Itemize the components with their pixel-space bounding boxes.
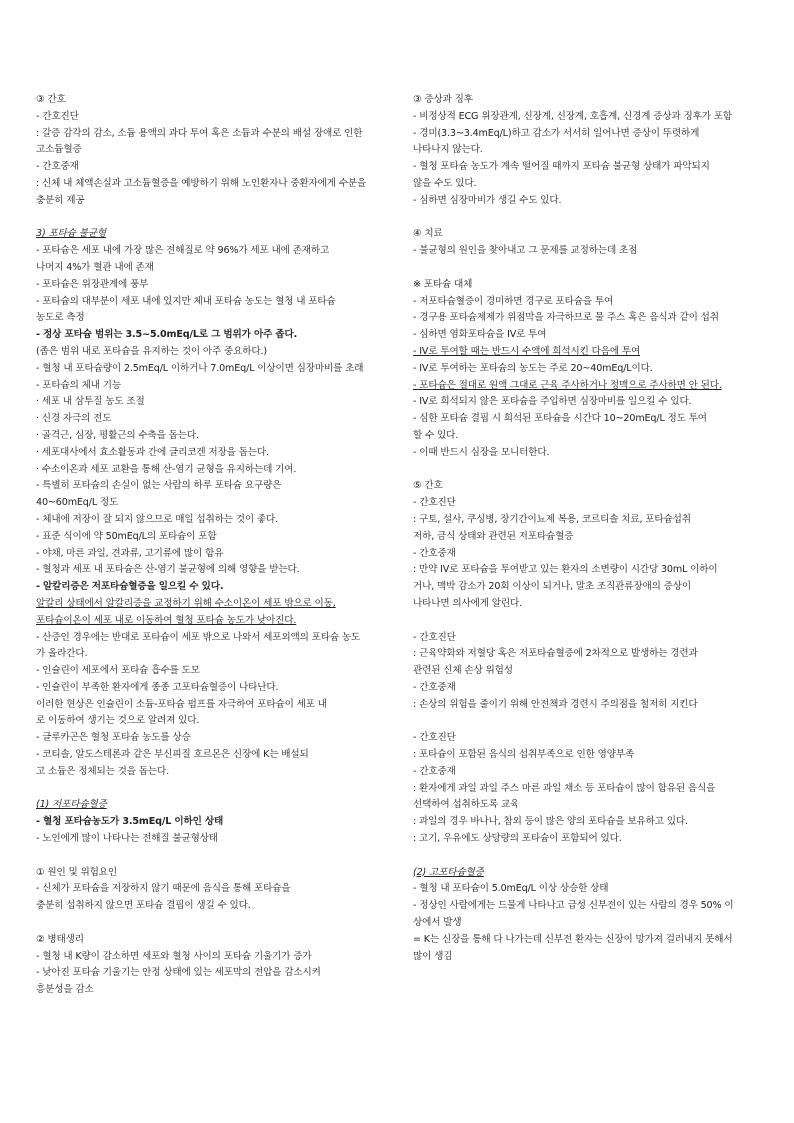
right-text: - 저포타슘혈증이 경미하면 경구로 포타슘을 투여 [413, 295, 614, 307]
right-text-line [413, 596, 763, 613]
right-text: - IV로 투여할 때는 반드시 수액에 희석시킨 다음에 투여 [413, 345, 641, 357]
left-text: 이러한 현상은 인슐린이 소듐-포타슘 펌프를 자극하여 포타슘이 세포 내 [36, 698, 327, 710]
left-text-line [36, 697, 384, 714]
left-text: - 인슐린이 세포에서 포타슘 흡수를 도모 [36, 665, 200, 677]
right-text-line [413, 831, 763, 848]
right-text: = K는 신장을 통해 다 나가는데 신부전 환자는 신장이 망가져 걸러내지 못해서 [413, 933, 733, 945]
right-text: ※ 포타슘 대체 [413, 278, 473, 290]
left-spacer [36, 781, 384, 798]
right-text: - 경구용 포타슘제제가 위점막을 자극하므로 물 주스 혹은 음식과 같이 섭취 [413, 312, 719, 324]
left-text-line [36, 747, 384, 764]
left-spacer [36, 915, 384, 932]
right-text-line [413, 781, 763, 798]
right-text: - 간호중재 [413, 765, 456, 777]
left-text-line [36, 713, 384, 730]
right-text-line [413, 562, 763, 579]
left-text: - 포타슘은 위장관계에 풍부 [36, 278, 149, 290]
right-text: ③ 증상과 징후 [413, 94, 473, 105]
left-text-line [36, 109, 384, 126]
left-text: · 수소이온과 세포 교환을 통해 산-염기 균형을 유지하는데 기여. [36, 463, 297, 475]
left-text-line [36, 562, 384, 579]
right-text-line [413, 109, 763, 126]
left-text-line [36, 411, 384, 428]
right-text-line [413, 411, 763, 428]
right-text-line [413, 495, 763, 512]
right-text: - 간호진단 [413, 732, 456, 744]
left-text-line [36, 243, 384, 260]
right-text: 나타나면 의사에게 알린다. [413, 597, 522, 609]
left-text: 나머지 4%가 혈관 내에 존재 [36, 261, 154, 273]
left-text-line [36, 680, 384, 697]
left-text-line [36, 193, 384, 210]
left-text: - 혈청 포타슘농도가 3.5mEq/L 이하인 상태 [36, 816, 224, 828]
left-text: - 야채, 마른 과일, 견과류, 고기류에 많이 함유 [36, 547, 224, 559]
left-text-line [36, 982, 384, 999]
left-text-line [36, 932, 384, 949]
left-text-line [36, 159, 384, 176]
right-text: - 심하면 심장마비가 생길 수도 있다. [413, 194, 562, 206]
right-text: : 과일의 경우 바나나, 참외 등이 많은 양의 포타슘을 보유하고 있다. [413, 816, 688, 828]
right-text-line [413, 797, 763, 814]
left-text: - 간호중재 [36, 161, 79, 173]
left-text-line [36, 462, 384, 479]
left-text-line [36, 428, 384, 445]
left-text-line [36, 495, 384, 512]
right-text: 거나, 맥박 감소가 20회 이상이 되거나, 말초 조직관류장애의 증상이 [413, 581, 691, 593]
left-text-line [36, 865, 384, 882]
left-text: - 산증인 경우에는 반대로 포타슘이 세포 밖으로 나와서 세포외액의 포타슘 농도 [36, 631, 361, 643]
right-text-line [413, 193, 763, 210]
left-text: 농도로 측정 [36, 312, 85, 324]
left-text: - 포타슘은 세포 내에 가장 많은 전해질로 약 96%가 세포 내에 존재하고 [36, 245, 330, 257]
left-text-line [36, 92, 384, 109]
right-text-line [413, 546, 763, 563]
left-text: 포타슘이온이 세포 내로 이동하여 혈청 포타슘 농도가 낮아진다. [36, 614, 297, 626]
left-text-line [36, 394, 384, 411]
left-text-line [36, 797, 384, 814]
left-text-line [36, 478, 384, 495]
right-text-line [413, 680, 763, 697]
right-text-line [413, 814, 763, 831]
left-text-line [36, 260, 384, 277]
left-text-line [36, 730, 384, 747]
right-text: - IV로 투여하는 포타슘의 농도는 주로 20~40mEq/L이다. [413, 362, 653, 374]
left-text: 고소듐혈증 [36, 144, 82, 156]
left-text-line [36, 310, 384, 327]
right-spacer [413, 260, 763, 277]
right-spacer [413, 210, 763, 227]
left-text: - 혈청 내 K량이 감소하면 세포와 혈청 사이의 포타슘 기울기가 증가 [36, 950, 312, 962]
left-text-line [36, 529, 384, 546]
right-text-line [413, 428, 763, 445]
left-text: - 체내에 저장이 잘 되지 않으므로 매일 섭취하는 것이 좋다. [36, 513, 279, 525]
right-text: 저하, 금식 상태와 관련된 저포타슘혈증 [413, 530, 574, 542]
right-text-line [413, 159, 763, 176]
left-text-line [36, 546, 384, 563]
right-text-line [413, 344, 763, 361]
left-text-line [36, 226, 384, 243]
left-text-line [36, 361, 384, 378]
left-text-line [36, 646, 384, 663]
right-text: - 혈청 포타슘 농도가 계속 떨어질 때까지 포타슘 불균형 상태가 파악되지 [413, 161, 710, 173]
right-text-line [413, 243, 763, 260]
left-text: - 포타슘의 체내 기능 [36, 379, 121, 391]
right-text-line [413, 176, 763, 193]
left-text-line [36, 814, 384, 831]
left-text: : 갈증 감각의 감소, 소듐 용액의 과다 투여 혹은 소듐과 수분의 배설 장애로 인한 [36, 127, 363, 139]
right-text: - 이때 반드시 심장을 모니터한다. [413, 446, 550, 458]
left-text: · 골격근, 심장, 평활근의 수축을 돕는다. [36, 429, 199, 441]
left-text-line [36, 831, 384, 848]
right-text: - 간호진단 [413, 631, 456, 643]
right-spacer [413, 848, 763, 865]
left-text-line [36, 142, 384, 159]
left-text-line [36, 949, 384, 966]
right-text-line [413, 949, 763, 966]
right-text: 관련된 신체 손상 위험성 [413, 665, 513, 677]
right-text-line [413, 92, 763, 109]
left-text: - 혈청 내 포타슘량이 2.5mEq/L 이하거나 7.0mEq/L 이상이면 심장마비를 초래 [36, 362, 364, 374]
left-spacer [36, 210, 384, 227]
right-spacer [413, 462, 763, 479]
left-text: 알칼리 상태에서 알칼리증을 교정하기 위해 수소이온이 세포 밖으로 이동, [36, 597, 336, 609]
right-text-line [413, 126, 763, 143]
left-text: - 글루카곤은 혈청 포타슘 농도를 상승 [36, 732, 191, 744]
left-text-line [36, 445, 384, 462]
left-text: - 정상 포타슘 범위는 3.5~5.0mEq/L로 그 범위가 아주 좁다. [36, 329, 298, 341]
right-text: 상에서 발생 [413, 917, 462, 929]
right-text: : 포타슘이 포함된 음식의 섭취부족으로 인한 영양부족 [413, 749, 635, 761]
right-text-line [413, 865, 763, 882]
left-text: 충분히 제공 [36, 194, 85, 206]
left-text: · 세포 내 삼투질 농도 조절 [36, 396, 145, 408]
right-text: 할 수 있다. [413, 429, 459, 441]
right-text-line [413, 478, 763, 495]
left-text: ① 원인 및 위험요인 [36, 866, 117, 878]
right-text: - 간호중재 [413, 681, 456, 693]
right-text-line [413, 361, 763, 378]
left-text: - 노인에게 많이 나타나는 전해질 불균형상태 [36, 833, 218, 845]
right-text-line [413, 932, 763, 949]
right-text: : 고기, 우유에도 상당량의 포타슘이 포함되어 있다. [413, 833, 622, 845]
right-text-line [413, 915, 763, 932]
left-text-line [36, 327, 384, 344]
right-text: - 포타슘은 절대로 원액 그대로 근육 주사하거나 정맥으로 주사하면 안 된다. [413, 379, 722, 391]
right-column [413, 92, 763, 965]
right-text: - 간호진단 [413, 497, 456, 509]
right-spacer [413, 713, 763, 730]
left-text-line [36, 596, 384, 613]
right-text: 나타나지 않는다. [413, 144, 483, 156]
left-text: ② 병태생리 [36, 933, 84, 945]
right-text-line [413, 512, 763, 529]
right-text-line [413, 394, 763, 411]
right-text: : 만약 IV로 포타슘을 투여받고 있는 환자의 소변량이 시간당 30mL 이하이 [413, 564, 718, 576]
right-text-line [413, 142, 763, 159]
right-text-line [413, 277, 763, 294]
right-text: 선택하여 섭취하도록 교육 [413, 799, 520, 811]
right-text-line [413, 294, 763, 311]
right-text: ⑤ 간호 [413, 480, 443, 492]
right-text-line [413, 327, 763, 344]
left-text-line [36, 579, 384, 596]
left-spacer [36, 848, 384, 865]
right-text: ④ 치료 [413, 228, 443, 240]
right-text-line [413, 630, 763, 647]
left-column [36, 92, 384, 999]
left-text-line [36, 176, 384, 193]
right-text-line [413, 226, 763, 243]
left-text-line [36, 898, 384, 915]
right-text: - 불균형의 원인을 찾아내고 그 문제를 교정하는데 초점 [413, 245, 638, 257]
right-text: - 심한 포타슘 결핍 시 희석된 포타슘을 시간다 10~20mEq/L 정도 투여 [413, 413, 707, 425]
right-text-line [413, 730, 763, 747]
left-text: - 혈청과 세포 내 포타슘은 산-염기 불균형에 의해 영향을 받는다. [36, 564, 300, 576]
right-spacer [413, 613, 763, 630]
left-text: 가 올라간다. [36, 648, 88, 660]
left-text: 3) 포타슘 불균형 [36, 228, 107, 240]
left-text: - 신체가 포타슘을 저장하지 않기 때문에 음식을 통해 포타슘을 [36, 883, 291, 895]
right-text-line [413, 310, 763, 327]
right-text: : 구토, 설사, 쿠싱병, 장기간이뇨제 복용, 코르티솔 치료, 포타슘섭취 [413, 513, 691, 525]
left-text: 40~60mEq/L 정도 [36, 497, 119, 509]
right-text-line [413, 747, 763, 764]
left-text: : 신체 내 체액손실과 고소듐혈증을 예방하기 위해 노인환자나 중환자에게 수분을 [36, 177, 367, 189]
right-text-line [413, 663, 763, 680]
left-text: ③ 간호 [36, 94, 66, 105]
left-text: 로 이동하여 생기는 것으로 알려져 있다. [36, 715, 200, 727]
left-text-line [36, 277, 384, 294]
left-text-line [36, 630, 384, 647]
left-text-line [36, 344, 384, 361]
left-text-line [36, 965, 384, 982]
right-text-line [413, 378, 763, 395]
right-text-line [413, 881, 763, 898]
right-text: : 환자에게 과일 과일 주스 마른 과일 채소 등 포타슘이 많이 함유된 음식을 [413, 782, 716, 794]
left-text: - 알칼리증은 저포타슘혈증을 일으킬 수 있다. [36, 581, 224, 593]
left-text: 충분히 섭취하지 않으면 포타슘 결핍이 생길 수 있다. [36, 900, 251, 912]
right-text: - 심하면 염화포타슘을 IV로 투여 [413, 329, 547, 341]
left-text-line [36, 512, 384, 529]
left-text: · 신경 자극의 전도 [36, 413, 112, 425]
left-text: - 낮아진 포타슘 기울기는 안정 상태에 있는 세포막의 전압을 감소시켜 [36, 967, 321, 979]
left-text: - 인슐린이 부족한 환자에게 종종 고포타슘혈증이 나타난다. [36, 681, 279, 693]
right-text-line [413, 646, 763, 663]
right-text: - 경미(3.3~3.4mEq/L)하고 감소가 서서히 일어나면 증상이 뚜렷하게 [413, 127, 700, 139]
left-text: 고 소듐은 정체되는 것을 돕는다. [36, 765, 170, 777]
left-text-line [36, 764, 384, 781]
right-text-line [413, 445, 763, 462]
left-text-line [36, 126, 384, 143]
right-text-line [413, 764, 763, 781]
right-text: 않을 수도 있다. [413, 177, 477, 189]
left-text: - 표준 식이에 약 50mEq/L의 포타슘이 포함 [36, 530, 217, 542]
left-text-line [36, 378, 384, 395]
left-text: 흥분성을 감소 [36, 984, 94, 996]
right-text-line [413, 697, 763, 714]
right-text: - IV로 희석되지 않은 포타슘을 주입하면 심장마비를 일으킬 수 있다. [413, 396, 692, 408]
left-text: (1) 저포타슘혈증 [36, 799, 107, 811]
right-text: - 간호중재 [413, 547, 456, 559]
left-text-line [36, 881, 384, 898]
left-text: - 포타슘의 대부분이 세포 내에 있지만 체내 포타슘 농도는 혈청 내 포타슘 [36, 295, 336, 307]
left-text-line [36, 613, 384, 630]
left-text-line [36, 294, 384, 311]
right-text: - 혈청 내 포타슘이 5.0mEq/L 이상 상승한 상태 [413, 883, 609, 895]
right-text-line [413, 898, 763, 915]
right-text: : 손상의 위험을 줄이기 위해 안전책과 경련시 주의점을 철저히 지킨다 [413, 698, 698, 710]
left-text: · 세포대사에서 효소활동과 간에 글리코겐 저장을 돕는다. [36, 446, 269, 458]
right-text: - 비정상적 ECG 위장관계, 신장계, 신장계, 호흡계, 신경계 증상과 징후가 포함 [413, 110, 732, 122]
right-text: (2) 고포타슘혈증 [413, 866, 484, 878]
left-text: (좁은 범위 내로 포타슘을 유지하는 것이 아주 중요하다.) [36, 345, 267, 357]
left-text-line [36, 663, 384, 680]
left-text: - 특별히 포타슘의 손실이 없는 사람의 하루 포타슘 요구량은 [36, 480, 282, 492]
right-text-line [413, 579, 763, 596]
right-text: 많이 생김 [413, 950, 453, 962]
right-text-line [413, 529, 763, 546]
left-text: - 코티솔, 알도스테론과 같은 부신피질 호르몬은 신장에 K는 배설되 [36, 749, 309, 761]
left-text: - 간호진단 [36, 110, 79, 122]
right-text: : 근육약화와 저혈당 혹은 저포타슘혈증에 2차적으로 발생하는 경련과 [413, 648, 698, 660]
right-text: - 정상인 사람에게는 드물게 나타나고 급성 신부전이 있는 사람의 경우 50% 이 [413, 900, 734, 912]
